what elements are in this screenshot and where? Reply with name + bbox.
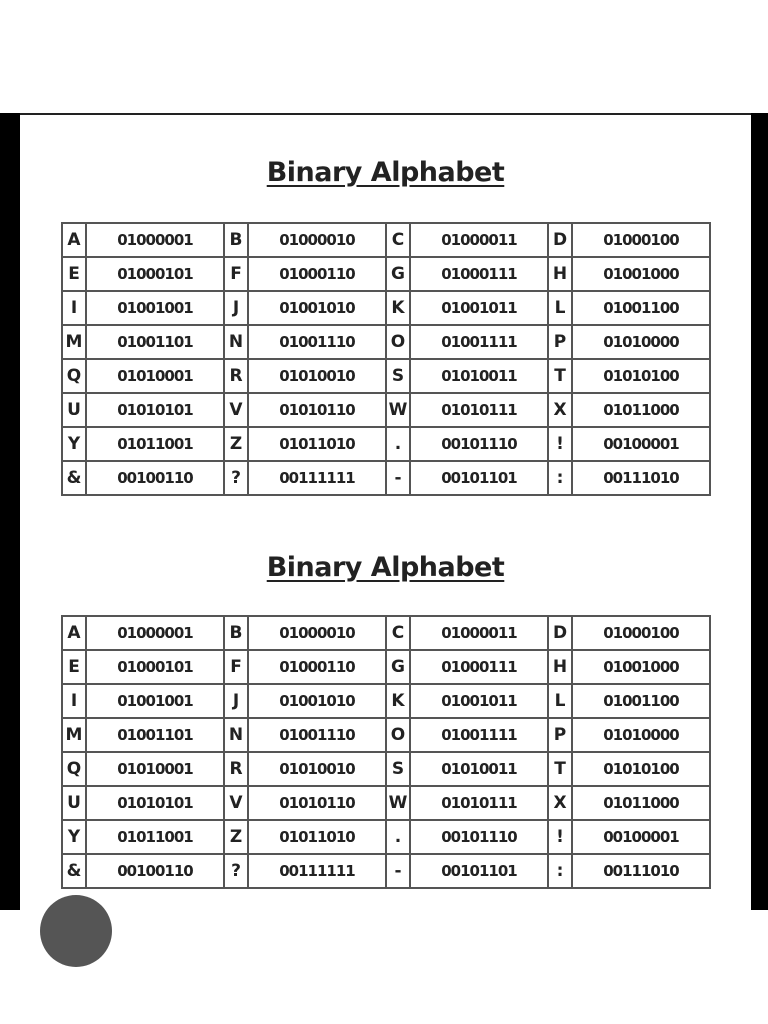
letter-cell: X [548, 393, 572, 427]
letter-cell: R [224, 359, 248, 393]
letter-cell: L [548, 684, 572, 718]
letter-cell: D [548, 616, 572, 650]
binary-code-cell: 01001111 [410, 325, 548, 359]
binary-code-cell: 00101101 [410, 854, 548, 888]
letter-cell: J [224, 291, 248, 325]
letter-cell: J [224, 684, 248, 718]
binary-code-cell: 01000101 [86, 650, 224, 684]
table-row [62, 257, 710, 291]
letter-cell: F [224, 257, 248, 291]
letter-cell: & [62, 461, 86, 495]
letter-cell: : [548, 854, 572, 888]
binary-code-cell: 01000100 [572, 223, 710, 257]
binary-code-cell: 01011010 [248, 427, 386, 461]
binary-code-cell: 01000001 [86, 223, 224, 257]
binary-code-cell: 01000100 [572, 616, 710, 650]
binary-code-cell: 01010111 [410, 786, 548, 820]
binary-code-cell: 01010110 [248, 786, 386, 820]
letter-cell: V [224, 393, 248, 427]
binary-code-cell: 01010101 [86, 786, 224, 820]
left-black-border [0, 113, 20, 910]
letter-cell: E [62, 257, 86, 291]
table-row [62, 854, 710, 888]
binary-code-cell: 01010010 [248, 359, 386, 393]
binary-code-cell: 01000010 [248, 616, 386, 650]
letter-cell: K [386, 684, 410, 718]
letter-cell: Z [224, 820, 248, 854]
table-row [62, 427, 710, 461]
letter-cell: T [548, 752, 572, 786]
letter-cell: . [386, 820, 410, 854]
letter-cell: U [62, 786, 86, 820]
table-row [62, 223, 710, 257]
binary-code-cell: 01010000 [572, 325, 710, 359]
binary-code-cell: 01000011 [410, 223, 548, 257]
table-row [62, 752, 710, 786]
letter-cell: B [224, 223, 248, 257]
letter-cell: C [386, 616, 410, 650]
binary-code-cell: 01010001 [86, 752, 224, 786]
letter-cell: - [386, 854, 410, 888]
binary-code-cell: 00100110 [86, 461, 224, 495]
table-row [62, 684, 710, 718]
letter-cell: Q [62, 359, 86, 393]
binary-code-cell: 01001001 [86, 684, 224, 718]
binary-code-cell: 01010111 [410, 393, 548, 427]
letter-cell: K [386, 291, 410, 325]
letter-cell: F [224, 650, 248, 684]
letter-cell: N [224, 325, 248, 359]
floating-action-button[interactable] [40, 895, 112, 967]
table-row [62, 650, 710, 684]
worksheet-image [20, 115, 751, 910]
letter-cell: . [386, 427, 410, 461]
letter-cell: Y [62, 820, 86, 854]
letter-cell: N [224, 718, 248, 752]
letter-cell: P [548, 325, 572, 359]
letter-cell: E [62, 650, 86, 684]
letter-cell: V [224, 786, 248, 820]
letter-cell: A [62, 223, 86, 257]
letter-cell: Y [62, 427, 86, 461]
binary-code-cell: 01001100 [572, 291, 710, 325]
binary-code-cell: 01010000 [572, 718, 710, 752]
letter-cell: G [386, 257, 410, 291]
binary-code-cell: 01000111 [410, 650, 548, 684]
binary-code-cell: 01011001 [86, 820, 224, 854]
binary-code-cell: 01001000 [572, 257, 710, 291]
table-row [62, 786, 710, 820]
letter-cell: P [548, 718, 572, 752]
letter-cell: ! [548, 820, 572, 854]
binary-code-cell: 01000001 [86, 616, 224, 650]
table-row [62, 616, 710, 650]
letter-cell: Z [224, 427, 248, 461]
worksheet-title-repeat: Binary Alphabet [266, 552, 505, 583]
letter-cell: A [62, 616, 86, 650]
binary-code-cell: 01001101 [86, 325, 224, 359]
right-black-border [751, 113, 768, 910]
binary-code-cell: 01001011 [410, 684, 548, 718]
binary-code-cell: 00111010 [572, 854, 710, 888]
letter-cell: I [62, 684, 86, 718]
binary-code-cell: 01000111 [410, 257, 548, 291]
binary-code-cell: 01001011 [410, 291, 548, 325]
binary-code-cell: 00100001 [572, 427, 710, 461]
letter-cell: X [548, 786, 572, 820]
binary-code-cell: 01010011 [410, 359, 548, 393]
letter-cell: O [386, 325, 410, 359]
letter-cell: S [386, 359, 410, 393]
table-row [62, 820, 710, 854]
binary-code-cell: 01001010 [248, 291, 386, 325]
table-row [62, 325, 710, 359]
binary-code-cell: 01001000 [572, 650, 710, 684]
letter-cell: D [548, 223, 572, 257]
binary-code-cell: 01001100 [572, 684, 710, 718]
binary-code-cell: 01000110 [248, 650, 386, 684]
letter-cell: I [62, 291, 86, 325]
table-row [62, 359, 710, 393]
binary-code-cell: 00101110 [410, 820, 548, 854]
table-row [62, 291, 710, 325]
binary-code-cell: 01001101 [86, 718, 224, 752]
binary-code-cell: 01001010 [248, 684, 386, 718]
letter-cell: R [224, 752, 248, 786]
table-row [62, 461, 710, 495]
binary-code-cell: 00111010 [572, 461, 710, 495]
binary-code-cell: 00100110 [86, 854, 224, 888]
letter-cell: & [62, 854, 86, 888]
binary-code-cell: 01000101 [86, 257, 224, 291]
worksheet-title: Binary Alphabet [266, 157, 505, 188]
binary-code-cell: 00101101 [410, 461, 548, 495]
binary-code-cell: 01001110 [248, 718, 386, 752]
letter-cell: W [386, 393, 410, 427]
letter-cell: G [386, 650, 410, 684]
binary-code-cell: 01011010 [248, 820, 386, 854]
binary-code-cell: 01000011 [410, 616, 548, 650]
binary-alphabet-table-repeat [61, 615, 711, 889]
table-row [62, 718, 710, 752]
binary-code-cell: 00101110 [410, 427, 548, 461]
binary-code-cell: 01010100 [572, 752, 710, 786]
binary-code-cell: 01000110 [248, 257, 386, 291]
letter-cell: : [548, 461, 572, 495]
letter-cell: - [386, 461, 410, 495]
letter-cell: ? [224, 854, 248, 888]
binary-code-cell: 01001111 [410, 718, 548, 752]
binary-code-cell: 00100001 [572, 820, 710, 854]
letter-cell: S [386, 752, 410, 786]
binary-code-cell: 01001110 [248, 325, 386, 359]
letter-cell: H [548, 257, 572, 291]
letter-cell: M [62, 718, 86, 752]
letter-cell: O [386, 718, 410, 752]
binary-alphabet-table [61, 222, 711, 496]
letter-cell: W [386, 786, 410, 820]
letter-cell: B [224, 616, 248, 650]
letter-cell: T [548, 359, 572, 393]
binary-code-cell: 01010101 [86, 393, 224, 427]
binary-code-cell: 01001001 [86, 291, 224, 325]
binary-code-cell: 01010011 [410, 752, 548, 786]
letter-cell: ? [224, 461, 248, 495]
letter-cell: H [548, 650, 572, 684]
binary-code-cell: 01011000 [572, 393, 710, 427]
binary-code-cell: 01011000 [572, 786, 710, 820]
letter-cell: M [62, 325, 86, 359]
binary-code-cell: 01011001 [86, 427, 224, 461]
letter-cell: C [386, 223, 410, 257]
binary-code-cell: 00111111 [248, 461, 386, 495]
letter-cell: ! [548, 427, 572, 461]
binary-code-cell: 01010110 [248, 393, 386, 427]
binary-code-cell: 01010010 [248, 752, 386, 786]
binary-code-cell: 01010001 [86, 359, 224, 393]
binary-code-cell: 01010100 [572, 359, 710, 393]
table-row [62, 393, 710, 427]
letter-cell: L [548, 291, 572, 325]
letter-cell: Q [62, 752, 86, 786]
letter-cell: U [62, 393, 86, 427]
binary-code-cell: 00111111 [248, 854, 386, 888]
binary-code-cell: 01000010 [248, 223, 386, 257]
